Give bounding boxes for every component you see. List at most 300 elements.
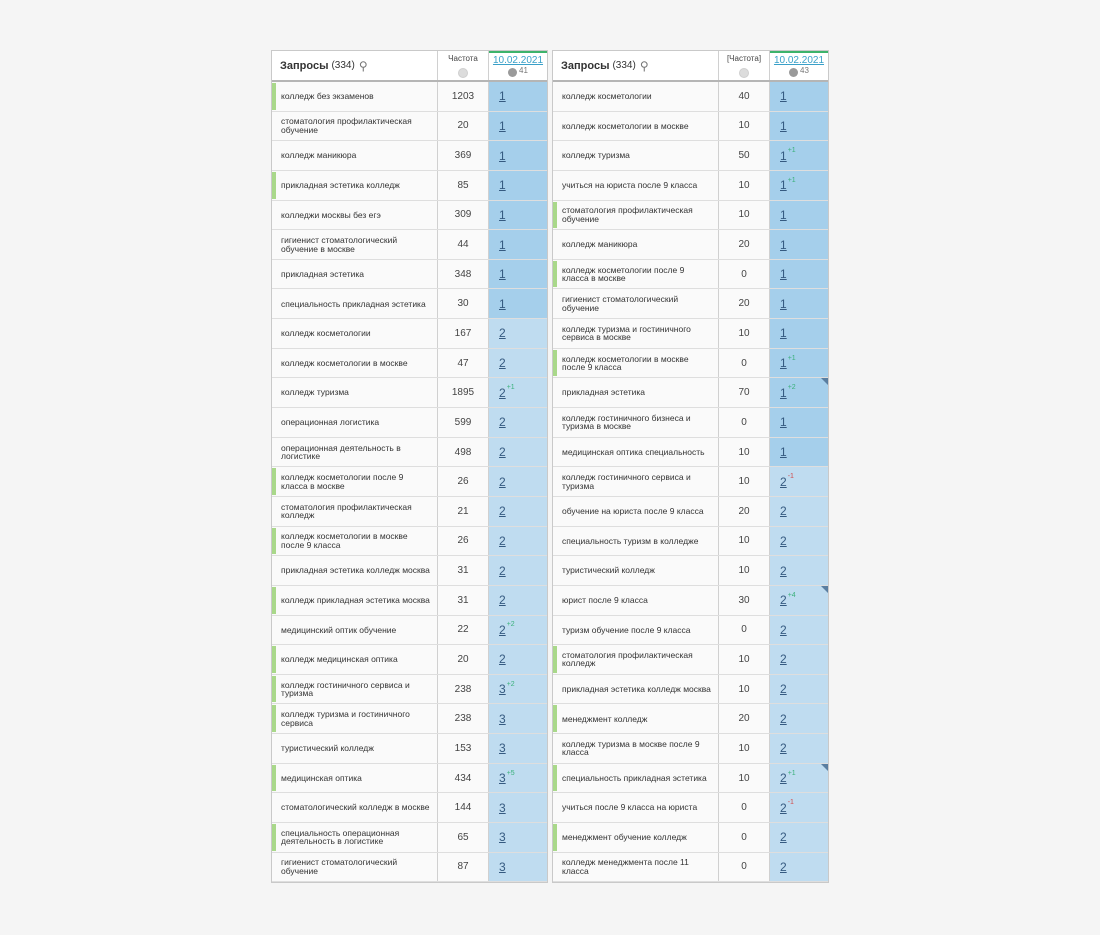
table-row: [272, 467, 547, 497]
query-cell[interactable]: обучение на юриста после 9 класса: [553, 497, 719, 526]
position-cell: [489, 112, 547, 141]
position-cell: [489, 467, 547, 496]
query-cell[interactable]: специальность операционная деятельность в логистике: [272, 823, 438, 852]
table-row: [553, 349, 828, 379]
frequency-cell: 20: [719, 230, 770, 259]
frequency-cell: 434: [438, 764, 489, 793]
frequency-cell: 20: [438, 645, 489, 674]
position-cell: [489, 556, 547, 585]
table-row: [272, 734, 547, 764]
position-link[interactable]: 2: [780, 711, 787, 726]
table-row: [553, 171, 828, 201]
position-link[interactable]: 2: [499, 445, 506, 459]
frequency-cell: 30: [438, 289, 489, 318]
query-cell[interactable]: колледж медицинская оптика: [272, 645, 438, 674]
frequency-label: Частота: [448, 54, 478, 63]
position-cell: [489, 319, 547, 348]
frequency-cell: 22: [438, 616, 489, 645]
frequency-cell: 1895: [438, 378, 489, 407]
position-link[interactable]: 2: [780, 741, 787, 756]
position-cell: [770, 230, 828, 259]
position-cell: [489, 704, 547, 733]
position-cell: [770, 616, 828, 645]
table-row: [553, 586, 828, 616]
position-cell: [489, 82, 547, 111]
query-cell[interactable]: колледж косметологии в москве: [272, 349, 438, 378]
frequency-cell: 10: [719, 112, 770, 141]
search-engine-icon: [789, 68, 798, 77]
query-cell[interactable]: прикладная эстетика: [553, 378, 719, 407]
query-cell[interactable]: менеджмент колледж: [553, 704, 719, 733]
position-cell: [770, 438, 828, 467]
position-link[interactable]: 2: [780, 771, 787, 786]
position-link[interactable]: 1: [780, 237, 787, 252]
queries-label: Запросы: [561, 59, 610, 72]
table-row: [272, 141, 547, 171]
query-cell[interactable]: колледжи москвы без егэ: [272, 201, 438, 230]
frequency-cell: 0: [719, 260, 770, 289]
frequency-cell: 498: [438, 438, 489, 467]
frequency-label: [Частота]: [726, 54, 762, 63]
position-cell: [770, 823, 828, 852]
query-cell[interactable]: колледж маникюра: [272, 141, 438, 170]
date-sub-value: 41: [519, 66, 528, 75]
position-cell: [489, 616, 547, 645]
table-row: [553, 201, 828, 231]
position-cell: [489, 645, 547, 674]
query-cell[interactable]: туризм обучение после 9 класса: [553, 616, 719, 645]
position-cell: [770, 82, 828, 111]
position-cell: [489, 764, 547, 793]
query-cell[interactable]: колледж косметологии в москве после 9 класса: [553, 349, 719, 378]
query-cell[interactable]: колледж гостиничного сервиса и туризма: [553, 467, 719, 496]
table-row: [553, 497, 828, 527]
table-header: [553, 51, 828, 82]
position-link[interactable]: 2: [780, 622, 787, 637]
position-cell: [489, 497, 547, 526]
position-link[interactable]: 1: [499, 178, 506, 193]
position-link[interactable]: 1: [780, 207, 787, 222]
position-cell: [489, 408, 547, 437]
query-cell[interactable]: колледж прикладная эстетика москва: [272, 586, 438, 615]
position-delta: +5: [506, 769, 515, 777]
date-link[interactable]: 10.02.2021: [773, 55, 825, 66]
position-cell: [770, 645, 828, 674]
frequency-cell: 40: [719, 82, 770, 111]
search-icon[interactable]: ⚲: [358, 58, 368, 73]
position-delta: +1: [787, 354, 796, 362]
table-row: [272, 823, 547, 853]
table-row: [272, 349, 547, 379]
table-row: [553, 82, 828, 112]
position-cell: [770, 349, 828, 378]
query-cell[interactable]: специальность прикладная эстетика: [553, 764, 719, 793]
position-delta: +2: [506, 680, 515, 688]
table-row: [272, 556, 547, 586]
position-cell: [770, 734, 828, 763]
position-cell: [489, 793, 547, 822]
table-row: [553, 645, 828, 675]
table-body: [272, 82, 547, 882]
table-row: [272, 319, 547, 349]
frequency-cell: 0: [719, 349, 770, 378]
position-delta: +4: [787, 591, 796, 599]
table-row: [553, 467, 828, 497]
position-link[interactable]: 1: [499, 296, 506, 311]
position-link[interactable]: 1: [780, 267, 787, 282]
query-cell[interactable]: колледж косметологии: [553, 82, 719, 111]
position-cell: [489, 349, 547, 378]
query-cell[interactable]: колледж косметологии в москве после 9 класса: [272, 527, 438, 556]
table-row: [553, 853, 828, 883]
frequency-header[interactable]: [719, 51, 770, 80]
table-row: [272, 201, 547, 231]
position-link[interactable]: 1: [499, 148, 506, 163]
position-cell: [770, 201, 828, 230]
position-cell: [489, 823, 547, 852]
position-cell: [770, 497, 828, 526]
query-cell[interactable]: учиться на юриста после 9 класса: [553, 171, 719, 200]
table-row: [272, 230, 547, 260]
frequency-cell: 599: [438, 408, 489, 437]
table-row: [553, 141, 828, 171]
position-cell: [770, 408, 828, 437]
query-cell[interactable]: специальность туризм в колледже: [553, 527, 719, 556]
query-cell[interactable]: гигиенист стоматологический обучение в москве: [272, 230, 438, 259]
table-row: [553, 556, 828, 586]
position-link[interactable]: 2: [780, 682, 787, 697]
corner-marker-icon: [821, 378, 828, 385]
frequency-cell: 1203: [438, 82, 489, 111]
position-delta: +1: [787, 176, 796, 184]
query-cell[interactable]: прикладная эстетика колледж москва: [553, 675, 719, 704]
position-link[interactable]: 3: [499, 830, 506, 845]
frequency-cell: 144: [438, 793, 489, 822]
position-cell: [489, 201, 547, 230]
query-cell[interactable]: колледж косметологии: [272, 319, 438, 348]
table-row: [553, 704, 828, 734]
frequency-cell: 309: [438, 201, 489, 230]
query-cell[interactable]: колледж косметологии в москве: [553, 112, 719, 141]
position-link[interactable]: 2: [499, 415, 506, 430]
position-link[interactable]: 1: [780, 148, 787, 163]
date-sub: [508, 66, 528, 77]
position-cell: [489, 438, 547, 467]
frequency-cell: 30: [719, 586, 770, 615]
query-cell[interactable]: операционная деятельность в логистике: [272, 438, 438, 467]
query-cell[interactable]: стоматология профилактическая колледж: [272, 497, 438, 526]
position-cell: [770, 556, 828, 585]
query-cell[interactable]: гигиенист стоматологический обучение: [272, 853, 438, 882]
position-cell: [770, 704, 828, 733]
frequency-cell: 21: [438, 497, 489, 526]
position-cell: [770, 171, 828, 200]
query-cell[interactable]: специальность прикладная эстетика: [272, 289, 438, 318]
position-link[interactable]: 2: [780, 504, 787, 519]
query-cell[interactable]: туристический колледж: [272, 734, 438, 763]
frequency-cell: 10: [719, 556, 770, 585]
query-cell[interactable]: колледж маникюра: [553, 230, 719, 259]
table-row: [272, 586, 547, 616]
query-cell[interactable]: прикладная эстетика колледж москва: [272, 556, 438, 585]
position-cell: [770, 853, 828, 882]
table-row: [272, 764, 547, 794]
table-row: [553, 260, 828, 290]
date-header[interactable]: [770, 51, 828, 80]
position-cell: [489, 171, 547, 200]
position-link[interactable]: 2: [499, 533, 506, 548]
table-row: [272, 704, 547, 734]
query-cell[interactable]: колледж туризма и гостиничного сервиса: [272, 704, 438, 733]
position-cell: [489, 527, 547, 556]
table-row: [272, 645, 547, 675]
query-cell[interactable]: колледж косметологии после 9 класса в москве: [553, 260, 719, 289]
search-icon[interactable]: ⚲: [639, 58, 649, 73]
table-row: [553, 230, 828, 260]
corner-marker-icon: [821, 586, 828, 593]
position-cell: [770, 527, 828, 556]
frequency-cell: 26: [438, 527, 489, 556]
frequency-cell: 0: [719, 853, 770, 882]
frequency-cell: 10: [719, 675, 770, 704]
query-cell[interactable]: медицинская оптика специальность: [553, 438, 719, 467]
position-link[interactable]: 2: [499, 385, 506, 400]
position-link[interactable]: 1: [780, 178, 787, 193]
frequency-cell: 65: [438, 823, 489, 852]
position-link[interactable]: 1: [780, 445, 787, 459]
position-delta: +1: [787, 147, 796, 155]
position-link[interactable]: 1: [780, 385, 787, 400]
query-cell[interactable]: гигиенист стоматологический обучение: [553, 289, 719, 318]
table-row: [272, 408, 547, 438]
query-cell[interactable]: колледж гостиничного сервиса и туризма: [272, 675, 438, 704]
table-row: [272, 171, 547, 201]
frequency-cell: 10: [719, 171, 770, 200]
table-row: [272, 82, 547, 112]
frequency-cell: 238: [438, 704, 489, 733]
position-cell: [770, 467, 828, 496]
position-link[interactable]: 1: [780, 326, 787, 341]
frequency-cell: 26: [438, 467, 489, 496]
position-link[interactable]: 3: [499, 859, 506, 874]
position-cell: [489, 586, 547, 615]
table-row: [272, 112, 547, 142]
table-row: [553, 289, 828, 319]
frequency-cell: 10: [719, 201, 770, 230]
frequency-cell: 0: [719, 793, 770, 822]
date-header[interactable]: [489, 51, 547, 80]
position-link[interactable]: 2: [780, 830, 787, 845]
frequency-cell: 87: [438, 853, 489, 882]
position-cell: [489, 675, 547, 704]
frequency-cell: 20: [438, 112, 489, 141]
queries-count: (334): [612, 60, 636, 71]
position-delta: +2: [506, 621, 515, 629]
frequency-cell: 369: [438, 141, 489, 170]
table-row: [553, 408, 828, 438]
position-link[interactable]: 3: [499, 800, 506, 815]
position-cell: [489, 141, 547, 170]
position-cell: [770, 378, 828, 407]
position-cell: [770, 112, 828, 141]
frequency-cell: 238: [438, 675, 489, 704]
date-sub-value: 43: [800, 66, 809, 75]
table-row: [553, 112, 828, 142]
position-link[interactable]: 2: [780, 800, 787, 815]
query-cell[interactable]: стоматология профилактическая обучение: [553, 201, 719, 230]
frequency-header[interactable]: [438, 51, 489, 80]
frequency-cell: 31: [438, 556, 489, 585]
frequency-cell: 153: [438, 734, 489, 763]
position-link[interactable]: 3: [499, 711, 506, 726]
position-link[interactable]: 1: [780, 356, 787, 371]
position-cell: [770, 141, 828, 170]
frequency-cell: 10: [719, 764, 770, 793]
position-cell: [770, 586, 828, 615]
position-cell: [770, 260, 828, 289]
query-cell[interactable]: стоматологический колледж в москве: [272, 793, 438, 822]
query-cell[interactable]: медицинская оптика: [272, 764, 438, 793]
frequency-cell: 20: [719, 704, 770, 733]
position-link[interactable]: 1: [780, 296, 787, 311]
table-row: [272, 438, 547, 468]
query-cell[interactable]: туристический колледж: [553, 556, 719, 585]
position-link[interactable]: 3: [499, 682, 506, 697]
query-cell[interactable]: колледж туризма: [553, 141, 719, 170]
position-link[interactable]: 2: [499, 474, 506, 489]
position-link[interactable]: 3: [499, 741, 506, 756]
frequency-cell: 10: [719, 438, 770, 467]
position-link[interactable]: 1: [499, 267, 506, 282]
frequency-cell: 50: [719, 141, 770, 170]
position-link[interactable]: 2: [780, 593, 787, 608]
position-link[interactable]: 2: [780, 652, 787, 667]
query-cell[interactable]: юрист после 9 класса: [553, 586, 719, 615]
position-delta: +1: [787, 769, 796, 777]
position-cell: [489, 230, 547, 259]
frequency-cell: 348: [438, 260, 489, 289]
frequency-cell: 31: [438, 586, 489, 615]
table-row: [553, 823, 828, 853]
globe-icon: [739, 68, 749, 78]
position-link[interactable]: 2: [499, 326, 506, 341]
query-cell[interactable]: колледж косметологии после 9 класса в москве: [272, 467, 438, 496]
position-link[interactable]: 2: [499, 652, 506, 667]
table-row: [553, 438, 828, 468]
frequency-cell: 10: [719, 467, 770, 496]
position-cell: [770, 793, 828, 822]
position-link[interactable]: 3: [499, 771, 506, 786]
query-cell[interactable]: стоматология профилактическая обучение: [272, 112, 438, 141]
position-link[interactable]: 2: [499, 563, 506, 578]
position-delta: -1: [787, 473, 794, 481]
frequency-cell: 44: [438, 230, 489, 259]
table-row: [553, 793, 828, 823]
query-cell[interactable]: прикладная эстетика: [272, 260, 438, 289]
frequency-cell: 20: [719, 289, 770, 318]
table-row: [272, 497, 547, 527]
queries-count: (334): [331, 60, 355, 71]
table-row: [553, 378, 828, 408]
position-cell: [489, 734, 547, 763]
table-body: [553, 82, 828, 882]
query-cell[interactable]: прикладная эстетика колледж: [272, 171, 438, 200]
table-row: [553, 319, 828, 349]
query-cell[interactable]: медицинский оптик обучение: [272, 616, 438, 645]
position-delta: +1: [506, 384, 515, 392]
date-link[interactable]: 10.02.2021: [492, 55, 544, 66]
query-cell[interactable]: колледж туризма: [272, 378, 438, 407]
position-link[interactable]: 1: [499, 89, 506, 104]
query-cell[interactable]: операционная логистика: [272, 408, 438, 437]
query-cell[interactable]: стоматология профилактическая колледж: [553, 645, 719, 674]
position-link[interactable]: 2: [499, 504, 506, 519]
right-table-panel: [552, 50, 829, 883]
frequency-cell: 0: [719, 616, 770, 645]
position-link[interactable]: 1: [780, 89, 787, 104]
position-link[interactable]: 2: [780, 533, 787, 548]
position-cell: [489, 260, 547, 289]
frequency-cell: 10: [719, 645, 770, 674]
position-cell: [489, 378, 547, 407]
table-row: [553, 734, 828, 764]
position-delta: -1: [787, 799, 794, 807]
frequency-cell: 10: [719, 734, 770, 763]
position-link[interactable]: 1: [499, 118, 506, 133]
position-link[interactable]: 2: [499, 356, 506, 371]
position-link[interactable]: 2: [780, 859, 787, 874]
query-cell[interactable]: учиться после 9 класса на юриста: [553, 793, 719, 822]
table-row: [272, 675, 547, 705]
query-cell[interactable]: колледж туризма и гостиничного сервиса в москве: [553, 319, 719, 348]
frequency-cell: 10: [719, 319, 770, 348]
table-row: [272, 853, 547, 883]
frequency-cell: 70: [719, 378, 770, 407]
table-row: [272, 289, 547, 319]
queries-header[interactable]: [272, 51, 438, 80]
table-row: [272, 378, 547, 408]
table-row: [272, 793, 547, 823]
queries-header[interactable]: [553, 51, 719, 80]
position-link[interactable]: 1: [499, 207, 506, 222]
frequency-cell: 0: [719, 823, 770, 852]
table-row: [553, 764, 828, 794]
query-cell[interactable]: колледж гостиничного бизнеса и туризма в москве: [553, 408, 719, 437]
left-table-panel: [271, 50, 548, 883]
query-cell[interactable]: менеджмент обучение колледж: [553, 823, 719, 852]
position-cell: [489, 289, 547, 318]
position-link[interactable]: 1: [780, 415, 787, 430]
position-link[interactable]: 1: [780, 118, 787, 133]
position-cell: [770, 675, 828, 704]
position-link[interactable]: 2: [780, 474, 787, 489]
date-sub: [789, 66, 809, 77]
frequency-cell: 85: [438, 171, 489, 200]
query-cell[interactable]: колледж без экзаменов: [272, 82, 438, 111]
position-link[interactable]: 2: [499, 593, 506, 608]
table-row: [553, 616, 828, 646]
table-row: [272, 527, 547, 557]
query-cell[interactable]: колледж менеджмента после 11 класса: [553, 853, 719, 882]
frequency-cell: 167: [438, 319, 489, 348]
position-link[interactable]: 1: [499, 237, 506, 252]
query-cell[interactable]: колледж туризма в москве после 9 класса: [553, 734, 719, 763]
position-link[interactable]: 2: [780, 563, 787, 578]
position-link[interactable]: 2: [499, 622, 506, 637]
globe-icon: [458, 68, 468, 78]
frequency-cell: 10: [719, 527, 770, 556]
table-row: [553, 527, 828, 557]
